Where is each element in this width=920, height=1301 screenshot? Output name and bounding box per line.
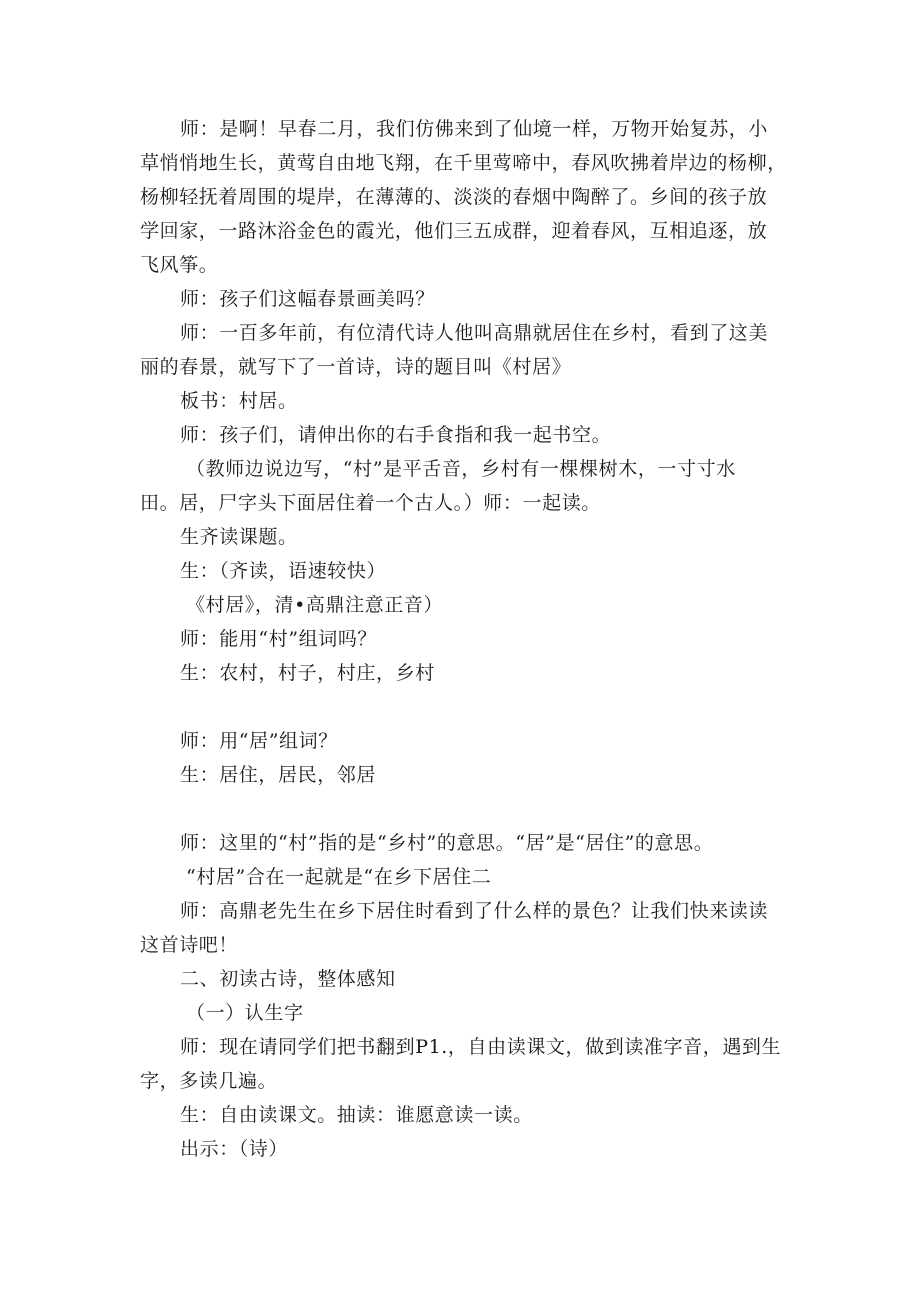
paragraph-line: 师：一百多年前，有位清代诗人他叫高鼎就居住在乡村，看到了这美 [180,322,769,344]
section-heading: 二、初读古诗，整体感知 [180,968,396,990]
paragraph-line: 板书：村居。 [180,390,298,412]
paragraph-line: 师：高鼎老先生在乡下居住时看到了什么样的景色？让我们快来读读 [180,900,769,922]
paragraph-line: 田。居，尸字头下面居住着一个古人。）师：一起读。 [140,492,601,514]
paragraph-line: 生齐读课题。 [180,526,298,548]
paragraph-line: 草悄悄地生长，黄莺自由地飞翔，在千里莺啼中，春风吹拂着岸边的杨柳， [140,152,787,174]
paragraph-line: 师：现在请同学们把书翻到P1.，自由读课文，做到读准字音，遇到生 [180,1036,782,1058]
paragraph-line: 飞风筝。 [140,254,219,276]
paragraph-line: 生：居住，居民，邻居 [180,764,377,786]
paragraph-line: 杨柳轻抚着周围的堤岸，在薄薄的、淡淡的春烟中陶醉了。乡间的孩子放 [140,186,768,208]
paragraph-line: 师：孩子们，请伸出你的右手食指和我一起书空。 [180,424,612,446]
paragraph-line: 生：（齐读，语速较快） [180,560,387,582]
paragraph-line: “村居”合在一起就是“在乡下居住二 [186,866,492,888]
paragraph-line: 师：是啊！早春二月，我们仿佛来到了仙境一样，万物开始复苏，小 [180,118,769,140]
paragraph-line: 师：用“居”组词？ [180,730,338,752]
paragraph-line: 这首诗吧！ [140,934,239,956]
subsection-heading: （一）认生字 [186,1002,304,1024]
paragraph-line: 师：能用“村”组词吗？ [180,628,378,650]
paragraph-line: 丽的春景，就写下了一首诗，诗的题目叫《村居》 [140,356,572,378]
paragraph-line: 出示：（诗） [180,1138,289,1160]
paragraph-line: （教师边说边写，“村”是平舌音，乡村有一棵棵树木，一寸寸水 [186,458,736,480]
paragraph-line: 师：这里的“村”指的是“乡村”的意思。“居”是“居住”的意思。 [180,832,714,854]
paragraph-line: 《村居》，清•高鼎注意正音） [186,594,444,616]
paragraph-line: 生：自由读课文。抽读：谁愿意读一读。 [180,1104,533,1126]
paragraph-line: 师：孩子们这幅春景画美吗？ [180,288,435,310]
paragraph-line: 学回家，一路沐浴金色的霞光，他们三五成群，迎着春风，互相追逐，放 [140,220,768,242]
paragraph-line: 字，多读几遍。 [140,1070,278,1092]
paragraph-line: 生：农村，村子，村庄，乡村 [180,662,435,684]
